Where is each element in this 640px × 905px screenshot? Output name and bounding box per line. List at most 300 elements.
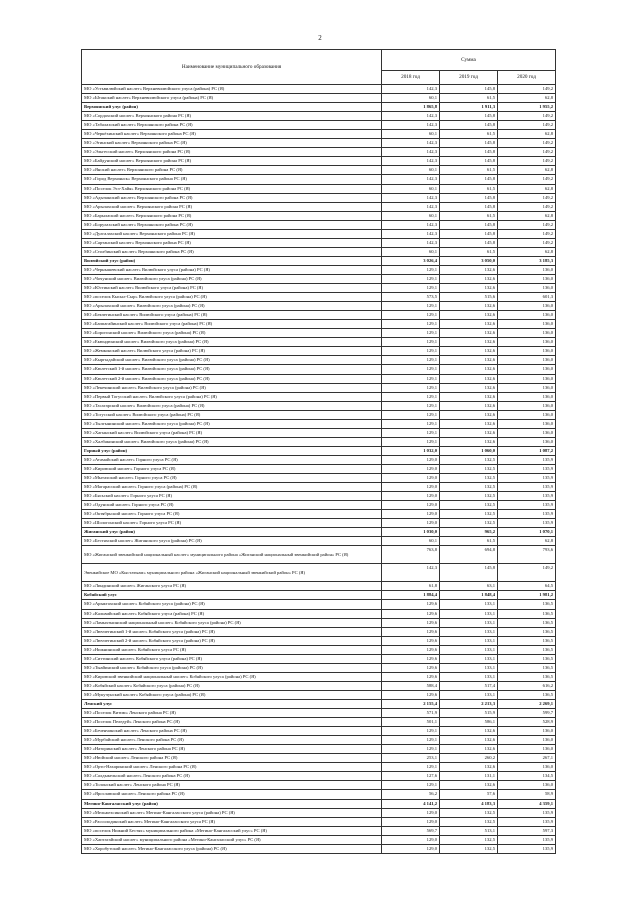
table-row (82, 600, 556, 609)
value-2020-cell: 136,0 (498, 410, 556, 419)
municipality-name-cell: Горный улус (район) (82, 446, 382, 455)
value-2019-cell: 145,8 (440, 564, 498, 582)
table-row (82, 627, 556, 636)
value-2019-cell: 132,6 (440, 338, 498, 347)
value-2018-cell: 129,0 (382, 510, 440, 519)
value-2018-cell: 142,3 (382, 193, 440, 202)
table-row (82, 311, 556, 320)
municipality-name-cell: МО «Люччегинский 2-й наслег» Кобяйского улуса (района) РС (Я) (82, 636, 382, 645)
table-row (82, 483, 556, 492)
value-2018-cell: 142,3 (382, 220, 440, 229)
value-2018-cell: 129,0 (382, 483, 440, 492)
municipality-name-cell: МО «Рассолодинский наслег» Мегино-Кангаласского улуса РС (Я) (82, 817, 382, 826)
table-row (82, 284, 556, 293)
value-2018-cell: 253,1 (382, 754, 440, 763)
table-row (82, 464, 556, 473)
municipality-name-cell: МО «Кобяйский наслег» Кобяйского улуса (района) РС (Я) (82, 681, 382, 690)
value-2019-cell: 132,6 (440, 374, 498, 383)
municipality-name-cell: МО «Бекчегинский наслег» Вилюйского улуса (района) РС (Я) (82, 311, 382, 320)
municipality-name-cell: МО «Беченчинский наслег» Ленского района РС (Я) (82, 727, 382, 736)
value-2020-cell: 149,2 (498, 112, 556, 121)
value-2020-cell: 135,9 (498, 510, 556, 519)
value-2020-cell: 135,9 (498, 474, 556, 483)
municipality-name-cell: МО «Первый Тогусский наслег» Вилюйского улуса (района) РС (Я) (82, 392, 382, 401)
value-2018-cell: 588,4 (382, 681, 440, 690)
table-row (82, 265, 556, 274)
value-2019-cell: 145,8 (440, 148, 498, 157)
municipality-name-cell: МО «поселок Кысыл-Сыр» Вилюйского улуса (района) РС (Я) (82, 293, 382, 302)
district-total-row (82, 528, 556, 537)
value-2018-cell: 1 865,8 (382, 103, 440, 112)
table-row (82, 501, 556, 510)
table-row (82, 94, 556, 103)
table-row (82, 374, 556, 383)
value-2018-cell: 129,6 (382, 645, 440, 654)
value-2018-cell: 129,0 (382, 844, 440, 853)
municipality-name-cell: МО «Жиганский эвенкийский национальный наслег» муниципального района «Жиганский национальный эвенкийский район» РС (Я) (82, 546, 382, 564)
value-2018-cell: 129,1 (382, 284, 440, 293)
table-row (82, 274, 556, 283)
value-2019-cell: 133,1 (440, 672, 498, 681)
value-2019-cell: 3 050,0 (440, 256, 498, 265)
value-2018-cell: 129,0 (382, 492, 440, 501)
value-2020-cell: 136,0 (498, 763, 556, 772)
value-2018-cell: 129,1 (382, 383, 440, 392)
value-2020-cell: 62,8 (498, 537, 556, 546)
value-2020-cell: 136,0 (498, 347, 556, 356)
value-2020-cell: 136,5 (498, 672, 556, 681)
value-2020-cell: 135,9 (498, 464, 556, 473)
value-2019-cell: 132,6 (440, 437, 498, 446)
value-2018-cell: 142,3 (382, 121, 440, 130)
value-2019-cell: 132,6 (440, 428, 498, 437)
value-2018-cell: 763,8 (382, 546, 440, 564)
value-2018-cell: 129,1 (382, 428, 440, 437)
value-2018-cell: 129,0 (382, 817, 440, 826)
value-2020-cell: 149,2 (498, 175, 556, 184)
table-row (82, 229, 556, 238)
value-2018-cell: 129,1 (382, 356, 440, 365)
table-row (82, 139, 556, 148)
municipality-name-cell: МО «Магарасский наслег» Горного улуса (района) РС (Я) (82, 483, 382, 492)
value-2019-cell: 132,6 (440, 329, 498, 338)
value-2020-cell: 136,0 (498, 401, 556, 410)
value-2019-cell: 132,5 (440, 510, 498, 519)
value-2020-cell: 4 359,1 (498, 799, 556, 808)
value-2018-cell: 569,7 (382, 826, 440, 835)
value-2019-cell: 145,8 (440, 85, 498, 94)
table-row (82, 727, 556, 736)
value-2019-cell: 145,8 (440, 112, 498, 121)
value-2018-cell: 129,1 (382, 338, 440, 347)
table-row (82, 582, 556, 591)
municipality-name-cell: МО «Тасагарский наслег» Вилюйского улуса (района) РС (Я) (82, 401, 382, 410)
value-2019-cell: 63,1 (440, 582, 498, 591)
value-2018-cell: 129,1 (382, 374, 440, 383)
value-2018-cell: 60,1 (382, 166, 440, 175)
value-2020-cell: 136,0 (498, 383, 556, 392)
value-2020-cell: 135,9 (498, 519, 556, 528)
value-2020-cell: 136,0 (498, 265, 556, 274)
value-2018-cell: 129,1 (382, 311, 440, 320)
municipality-name-cell: МО «Кыргыдайский наслег» Вилюйского улуса (района) РС (Я) (82, 356, 382, 365)
municipality-name-cell: МО «Толонский наслег» Ленского района РС (Я) (82, 781, 382, 790)
table-row (82, 564, 556, 582)
municipality-name-cell: МО «Одунский наслег» Горного улуса РС (Я) (82, 501, 382, 510)
municipality-name-cell: МО «Орто-Нахаринский наслег» Ленского района РС (Я) (82, 763, 382, 772)
value-2019-cell: 57,6 (440, 790, 498, 799)
district-total-row (82, 256, 556, 265)
value-2019-cell: 1 060,0 (440, 446, 498, 455)
value-2019-cell: 132,6 (440, 727, 498, 736)
municipality-name-cell: МО «Халбакинский наслег» Вилюйского улуса (района) РС (Я) (82, 437, 382, 446)
table-row (82, 519, 556, 528)
value-2019-cell: 145,8 (440, 202, 498, 211)
table-row (82, 85, 556, 94)
value-2018-cell: 60,1 (382, 211, 440, 220)
value-2019-cell: 132,5 (440, 455, 498, 464)
value-2020-cell: 136,0 (498, 428, 556, 437)
table-row (82, 808, 556, 817)
value-2020-cell: 136,0 (498, 311, 556, 320)
value-2020-cell: 135,9 (498, 835, 556, 844)
municipality-name-cell: МО «Октябрьский наслег» Горного улуса РС (Я) (82, 510, 382, 519)
value-2020-cell: 136,0 (498, 329, 556, 338)
table-row (82, 338, 556, 347)
municipality-name-cell: МО «Борулахский наслег» Верхоянского района РС (Я) (82, 220, 382, 229)
value-2019-cell: 694,8 (440, 546, 498, 564)
table-row (82, 166, 556, 175)
municipality-name-cell: МО «Салдыкельский наслег» Ленского района РС (Я) (82, 772, 382, 781)
municipality-name-cell: МО «Устьвилюйский наслег» Верхневилюйского улуса (района) РС (Я) (82, 85, 382, 94)
municipality-name-cell: МО «Город Верхоянск» Верхоянского района РС (Я) (82, 175, 382, 184)
value-2018-cell: 142,3 (382, 112, 440, 121)
value-2019-cell: 132,6 (440, 356, 498, 365)
value-2018-cell: 129,1 (382, 365, 440, 374)
value-2020-cell: 3 185,3 (498, 256, 556, 265)
value-2018-cell: 60,1 (382, 537, 440, 546)
municipality-name-cell: МО «Эгинский наслег» Верхоянского района РС (Я) (82, 139, 382, 148)
value-2020-cell: 793,6 (498, 546, 556, 564)
value-2019-cell: 132,5 (440, 474, 498, 483)
municipality-name-cell: МО «Черкёхинский наслег» Верхоянского района РС (Я) (82, 130, 382, 139)
value-2019-cell: 132,6 (440, 311, 498, 320)
table-row (82, 293, 556, 302)
value-2018-cell: 142,3 (382, 175, 440, 184)
value-2019-cell: 132,5 (440, 808, 498, 817)
table-row (82, 672, 556, 681)
municipality-name-cell: МО «Кировский эвенкийский национальный наслег» Кобяйского улуса (района) РС (Я) (82, 672, 382, 681)
value-2020-cell: 149,2 (498, 193, 556, 202)
value-2019-cell: 132,6 (440, 419, 498, 428)
value-2018-cell: 129,1 (382, 265, 440, 274)
value-2020-cell: 136,0 (498, 781, 556, 790)
value-2020-cell: 149,2 (498, 148, 556, 157)
municipality-name-cell: МО «Баппагайинский наслег» Вилюйского улуса (района) РС (Я) (82, 320, 382, 329)
value-2018-cell: 129,1 (382, 781, 440, 790)
value-2020-cell: 136,0 (498, 302, 556, 311)
value-2018-cell: 142,3 (382, 202, 440, 211)
value-2019-cell: 132,6 (440, 365, 498, 374)
table-row (82, 754, 556, 763)
header-year-2020: 2020 год (498, 71, 556, 85)
value-2020-cell: 136,0 (498, 745, 556, 754)
value-2018-cell: 142,3 (382, 564, 440, 582)
table-row (82, 718, 556, 727)
municipality-name-cell: МО «Поселок Витим» Ленского района РС (Я) (82, 709, 382, 718)
value-2020-cell: 267,1 (498, 754, 556, 763)
value-2018-cell: 129,6 (382, 600, 440, 609)
municipality-name-cell: МО «Чернышевский наслег» Вилюйского улуса (района) РС (Я) (82, 265, 382, 274)
municipality-name-cell: МО «Байдунский наслег» Верхоянского района РС (Я) (82, 157, 382, 166)
municipality-name-cell: МО «Мурбайский наслег» Ленского района РС (Я) (82, 736, 382, 745)
value-2018-cell: 129,1 (382, 745, 440, 754)
value-2018-cell: 129,0 (382, 464, 440, 473)
value-2020-cell: 149,2 (498, 121, 556, 130)
value-2018-cell: 129,0 (382, 455, 440, 464)
value-2018-cell: 61,8 (382, 582, 440, 591)
value-2019-cell: 132,5 (440, 519, 498, 528)
value-2020-cell: 136,5 (498, 627, 556, 636)
header-sum-column: Сумма (382, 50, 556, 71)
value-2020-cell: 135,9 (498, 817, 556, 826)
value-2020-cell: 135,9 (498, 492, 556, 501)
value-2018-cell: 129,6 (382, 690, 440, 699)
municipality-name-cell: Эвенкийское МО «Кыстатыам» муниципального района «Жиганский национальный эвенкийский район» РС (Я) (82, 564, 382, 582)
table-row (82, 392, 556, 401)
value-2020-cell: 149,2 (498, 564, 556, 582)
value-2019-cell: 132,6 (440, 284, 498, 293)
value-2019-cell: 132,6 (440, 745, 498, 754)
municipality-name-cell: МО «Янский наслег» Верхоянского района РС (Я) (82, 166, 382, 175)
municipality-name-cell: МО «Кировский наслег» Горного улуса РС (Я) (82, 464, 382, 473)
value-2020-cell: 149,2 (498, 202, 556, 211)
value-2019-cell: 132,5 (440, 835, 498, 844)
municipality-name-cell: МО «Тогусский наслег» Вилюйского улуса (района) РС (Я) (82, 410, 382, 419)
table-row (82, 772, 556, 781)
municipality-name-cell: МО «Атамайский наслег» Горного улуса РС (Я) (82, 455, 382, 464)
value-2018-cell: 2 155,4 (382, 700, 440, 709)
value-2019-cell: 61,5 (440, 184, 498, 193)
page-number: 2 (318, 34, 322, 42)
value-2019-cell: 133,1 (440, 600, 498, 609)
value-2019-cell: 61,5 (440, 166, 498, 175)
value-2019-cell: 133,1 (440, 645, 498, 654)
value-2019-cell: 132,6 (440, 274, 498, 283)
municipality-name-cell: МО «Кюлетский 2-й наслег» Вилюйского улуса (района) РС (Я) (82, 374, 382, 383)
value-2020-cell: 149,2 (498, 157, 556, 166)
value-2019-cell: 145,8 (440, 220, 498, 229)
municipality-name-cell: МО «Барылаский наслег» Верхоянского района РС (Я) (82, 211, 382, 220)
value-2018-cell: 129,1 (382, 274, 440, 283)
value-2019-cell: 132,6 (440, 763, 498, 772)
value-2020-cell: 136,0 (498, 392, 556, 401)
table-row (82, 383, 556, 392)
municipality-name-cell: МО «Бясьский наслег» Горного улуса РС (Я) (82, 492, 382, 501)
value-2019-cell: 61,5 (440, 211, 498, 220)
value-2018-cell: 142,3 (382, 157, 440, 166)
value-2019-cell: 132,6 (440, 410, 498, 419)
value-2020-cell: 135,9 (498, 483, 556, 492)
value-2018-cell: 129,0 (382, 501, 440, 510)
value-2020-cell: 136,5 (498, 636, 556, 645)
municipality-name-cell: МО «Жемконский наслег» Вилюйского улуса (района) РС (Я) (82, 347, 382, 356)
value-2020-cell: 599,7 (498, 709, 556, 718)
value-2019-cell: 965,2 (440, 528, 498, 537)
municipality-name-cell: МО «Кюлетский 1-й наслег» Вилюйского улуса (района) РС (Я) (82, 365, 382, 374)
value-2019-cell: 145,8 (440, 121, 498, 130)
value-2019-cell: 133,1 (440, 663, 498, 672)
value-2018-cell: 129,1 (382, 392, 440, 401)
value-2020-cell: 149,2 (498, 220, 556, 229)
value-2020-cell: 136,0 (498, 727, 556, 736)
table-row (82, 745, 556, 754)
value-2018-cell: 142,3 (382, 229, 440, 238)
value-2018-cell: 56,2 (382, 790, 440, 799)
district-total-row (82, 799, 556, 808)
value-2018-cell: 129,1 (382, 437, 440, 446)
table-row (82, 184, 556, 193)
value-2020-cell: 1 981,2 (498, 591, 556, 600)
municipality-name-cell: МО «Линдинский наслег» Жиганского улуса РС (Я) (82, 582, 382, 591)
value-2019-cell: 145,8 (440, 157, 498, 166)
value-2018-cell: 129,6 (382, 609, 440, 618)
value-2018-cell: 129,6 (382, 618, 440, 627)
value-2020-cell: 58,9 (498, 790, 556, 799)
value-2018-cell: 571,9 (382, 709, 440, 718)
table-row (82, 681, 556, 690)
value-2020-cell: 136,0 (498, 320, 556, 329)
value-2020-cell: 616,2 (498, 681, 556, 690)
value-2019-cell: 132,6 (440, 392, 498, 401)
value-2020-cell: 135,9 (498, 844, 556, 853)
value-2018-cell: 129,0 (382, 808, 440, 817)
municipality-name-cell: Кобяйский улус (82, 591, 382, 600)
value-2019-cell: 517,4 (440, 681, 498, 690)
value-2019-cell: 133,1 (440, 690, 498, 699)
table-row (82, 302, 556, 311)
value-2019-cell: 145,8 (440, 229, 498, 238)
municipality-name-cell: МО «Нюйский наслег» Ленского района РС (Я) (82, 754, 382, 763)
value-2020-cell: 136,5 (498, 663, 556, 672)
value-2020-cell: 136,0 (498, 365, 556, 374)
value-2020-cell: 62,8 (498, 166, 556, 175)
table-row (82, 193, 556, 202)
value-2018-cell: 129,1 (382, 401, 440, 410)
table-body (82, 85, 556, 854)
value-2019-cell: 133,1 (440, 618, 498, 627)
value-2020-cell: 62,8 (498, 211, 556, 220)
table-row (82, 320, 556, 329)
value-2019-cell: 132,6 (440, 265, 498, 274)
value-2020-cell: 62,8 (498, 130, 556, 139)
value-2020-cell: 597,3 (498, 826, 556, 835)
value-2018-cell: 129,1 (382, 419, 440, 428)
value-2018-cell: 60,1 (382, 184, 440, 193)
value-2018-cell: 4 141,2 (382, 799, 440, 808)
value-2018-cell: 1 884,4 (382, 591, 440, 600)
table-row (82, 690, 556, 699)
value-2019-cell: 513,1 (440, 826, 498, 835)
value-2019-cell: 131,1 (440, 772, 498, 781)
municipality-name-cell: Вилюйский улус (район) (82, 256, 382, 265)
value-2020-cell: 149,2 (498, 238, 556, 247)
municipality-name-cell: МО «Лекечинский наслег» Вилюйского улуса (района) РС (Я) (82, 383, 382, 392)
municipality-name-cell: МО «Ламыхтыинский национальный наслег» Кобяйского улуса (района) РС (Я) (82, 618, 382, 627)
value-2018-cell: 1 032,0 (382, 446, 440, 455)
value-2019-cell: 145,8 (440, 238, 498, 247)
value-2020-cell: 136,0 (498, 338, 556, 347)
value-2019-cell: 132,5 (440, 464, 498, 473)
value-2020-cell: 136,0 (498, 437, 556, 446)
table-row (82, 455, 556, 464)
value-2018-cell: 3 026,4 (382, 256, 440, 265)
table-row (82, 474, 556, 483)
value-2020-cell: 136,0 (498, 736, 556, 745)
value-2018-cell: 60,1 (382, 130, 440, 139)
value-2020-cell: 2 269,1 (498, 700, 556, 709)
table-row (82, 121, 556, 130)
value-2020-cell: 136,5 (498, 654, 556, 663)
value-2018-cell: 127,6 (382, 772, 440, 781)
value-2020-cell: 1 070,1 (498, 528, 556, 537)
value-2019-cell: 132,5 (440, 483, 498, 492)
table-row (82, 835, 556, 844)
value-2020-cell: 149,2 (498, 229, 556, 238)
table-row (82, 790, 556, 799)
municipality-name-cell: МО «Мельжехсинский наслег» Мегино-Кангаласского улуса (района) РС (Я) (82, 808, 382, 817)
value-2020-cell: 62,8 (498, 184, 556, 193)
value-2018-cell: 142,3 (382, 238, 440, 247)
value-2018-cell: 129,1 (382, 320, 440, 329)
value-2019-cell: 61,5 (440, 130, 498, 139)
value-2019-cell: 132,6 (440, 401, 498, 410)
value-2019-cell: 260,2 (440, 754, 498, 763)
value-2019-cell: 2 213,3 (440, 700, 498, 709)
value-2020-cell: 136,0 (498, 419, 556, 428)
municipality-name-cell: МО «Екюндюнский наслег» Вилюйского улуса (района) РС (Я) (82, 338, 382, 347)
municipality-name-cell: МО «Сордахский наслег» Верхоянского района РС (Я) (82, 112, 382, 121)
municipality-name-cell: Жиганский улус (район) (82, 528, 382, 537)
municipality-name-cell: МО «Табалахский наслег» Верхоянского района РС (Я) (82, 121, 382, 130)
value-2020-cell: 136,0 (498, 284, 556, 293)
municipality-name-cell: МО «Борогонский наслег» Вилюйского улуса (района) РС (Я) (82, 329, 382, 338)
value-2020-cell: 1 087,2 (498, 446, 556, 455)
municipality-name-cell: МО «Кальвийский наслег» Кобяйского улуса (района) РС (Я) (82, 609, 382, 618)
table-row (82, 817, 556, 826)
table-row (82, 356, 556, 365)
municipality-name-cell: МО «Юстинский наслег» Вилюйского улуса (района) РС (Я) (82, 284, 382, 293)
municipality-name-cell: МО «Арыктахский наслег» Кобяйского улуса (района) РС (Я) (82, 600, 382, 609)
municipality-name-cell: МО «Люччегинский 1-й наслег» Кобяйского улуса (района) РС (Я) (82, 627, 382, 636)
table-row (82, 736, 556, 745)
value-2020-cell: 149,2 (498, 139, 556, 148)
municipality-name-cell: МО «Ытанский наслег» Верхневилюйского улуса (района) РС (Я) (82, 94, 382, 103)
value-2020-cell: 136,5 (498, 600, 556, 609)
header-name-column: Наименование муниципального образования (82, 50, 382, 85)
municipality-name-cell: МО «Шологонский наслег» Горного улуса РС (Я) (82, 519, 382, 528)
value-2019-cell: 132,5 (440, 817, 498, 826)
table-row (82, 175, 556, 184)
municipality-name-cell: МО «Арылахский наслег» Вилюйского улуса (района) РС (Я) (82, 302, 382, 311)
value-2019-cell: 132,6 (440, 781, 498, 790)
table-row (82, 365, 556, 374)
value-2018-cell: 129,6 (382, 654, 440, 663)
value-2018-cell: 1 030,0 (382, 528, 440, 537)
value-2018-cell: 129,1 (382, 347, 440, 356)
municipality-name-cell: Ленский улус (82, 700, 382, 709)
table-row (82, 220, 556, 229)
